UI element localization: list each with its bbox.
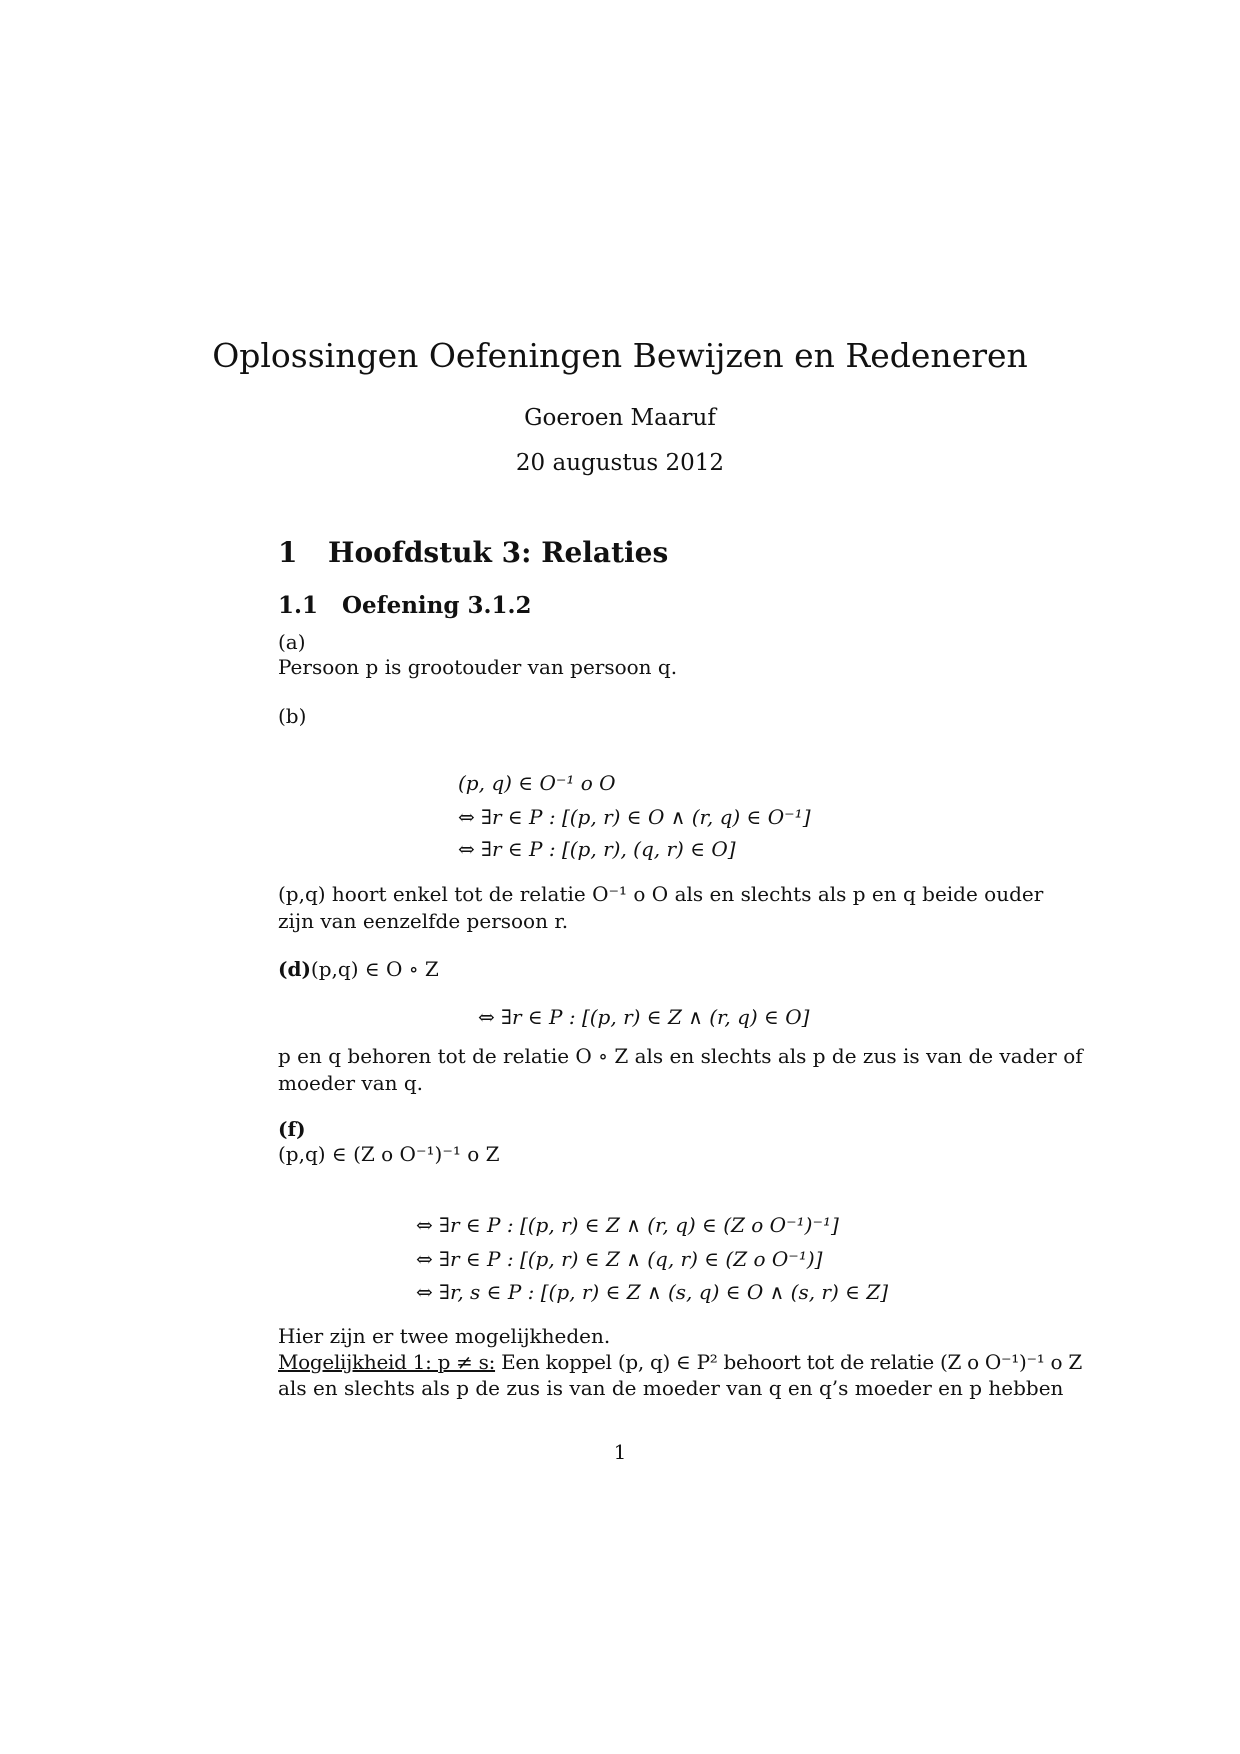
part-f-label: (f) — [278, 1117, 306, 1141]
section-heading — [278, 536, 668, 569]
part-d-inline: (p,q) ∈ O ∘ Z — [310, 957, 439, 981]
part-b-text-line-2: zijn van eenzelfde persoon r. — [278, 909, 569, 933]
part-d-label: (d) — [278, 957, 311, 981]
part-b-label: (b) — [278, 704, 307, 728]
part-d-text-line-2: moeder van q. — [278, 1071, 424, 1095]
document-title: Oplossingen Oefeningen Bewijzen en Redeneren — [212, 336, 1028, 375]
document-date: 20 augustus 2012 — [515, 450, 725, 476]
part-a-label: (a) — [278, 630, 306, 654]
subsection-title: Oefening 3.1.2 — [342, 592, 532, 619]
section-title: Hoofdstuk 3: Relaties — [328, 536, 669, 569]
part-b-equation-2: ⇔ ∃r ∈ P : [(p, r) ∈ O ∧ (r, q) ∈ O⁻¹] — [458, 805, 811, 829]
part-f-text-line-2 — [278, 1349, 1082, 1376]
part-f-text-line-1: Hier zijn er twee mogelijkheden. — [278, 1324, 611, 1348]
part-f-equation-3: ⇔ ∃r, s ∈ P : [(p, r) ∈ Z ∧ (s, q) ∈ O ∧ (s, r) ∈ Z] — [416, 1280, 889, 1304]
possibility-1-label: Mogelijkheid 1: p ≠ s: — [278, 1350, 496, 1374]
part-b-text-line-1: (p,q) hoort enkel tot de relatie O⁻¹ o O als en slechts als p en q beide ouder — [278, 882, 1044, 906]
subsection-heading — [278, 592, 532, 619]
part-f-text-line-2-rest: Een koppel (p, q) ∈ P² behoort tot de relatie (Z o O⁻¹)⁻¹ o Z — [495, 1350, 1082, 1374]
part-a-text: Persoon p is grootouder van persoon q. — [278, 655, 678, 679]
part-b-equation-1: (p, q) ∈ O⁻¹ o O — [458, 771, 616, 795]
document-author: Goeroen Maaruf — [524, 405, 716, 431]
part-b-equation-3: ⇔ ∃r ∈ P : [(p, r), (q, r) ∈ O] — [458, 837, 736, 861]
page-number: 1 — [613, 1440, 627, 1464]
part-d-equation-1: ⇔ ∃r ∈ P : [(p, r) ∈ Z ∧ (r, q) ∈ O] — [478, 1005, 810, 1029]
part-d-heading — [278, 957, 439, 981]
part-f-equation-1: ⇔ ∃r ∈ P : [(p, r) ∈ Z ∧ (r, q) ∈ (Z o O⁻¹)⁻¹] — [416, 1213, 839, 1237]
section-number: 1 — [278, 536, 298, 569]
part-d-text-line-1: p en q behoren tot de relatie O ∘ Z als en slechts als p de zus is van de vader of — [278, 1044, 1083, 1068]
subsection-number: 1.1 — [278, 592, 319, 619]
part-f-inline: (p,q) ∈ (Z o O⁻¹)⁻¹ o Z — [278, 1142, 500, 1166]
part-f-equation-2: ⇔ ∃r ∈ P : [(p, r) ∈ Z ∧ (q, r) ∈ (Z o O⁻¹)] — [416, 1247, 823, 1271]
part-f-text-line-3: als en slechts als p de zus is van de moeder van q en q’s moeder en p hebben — [278, 1376, 1064, 1400]
